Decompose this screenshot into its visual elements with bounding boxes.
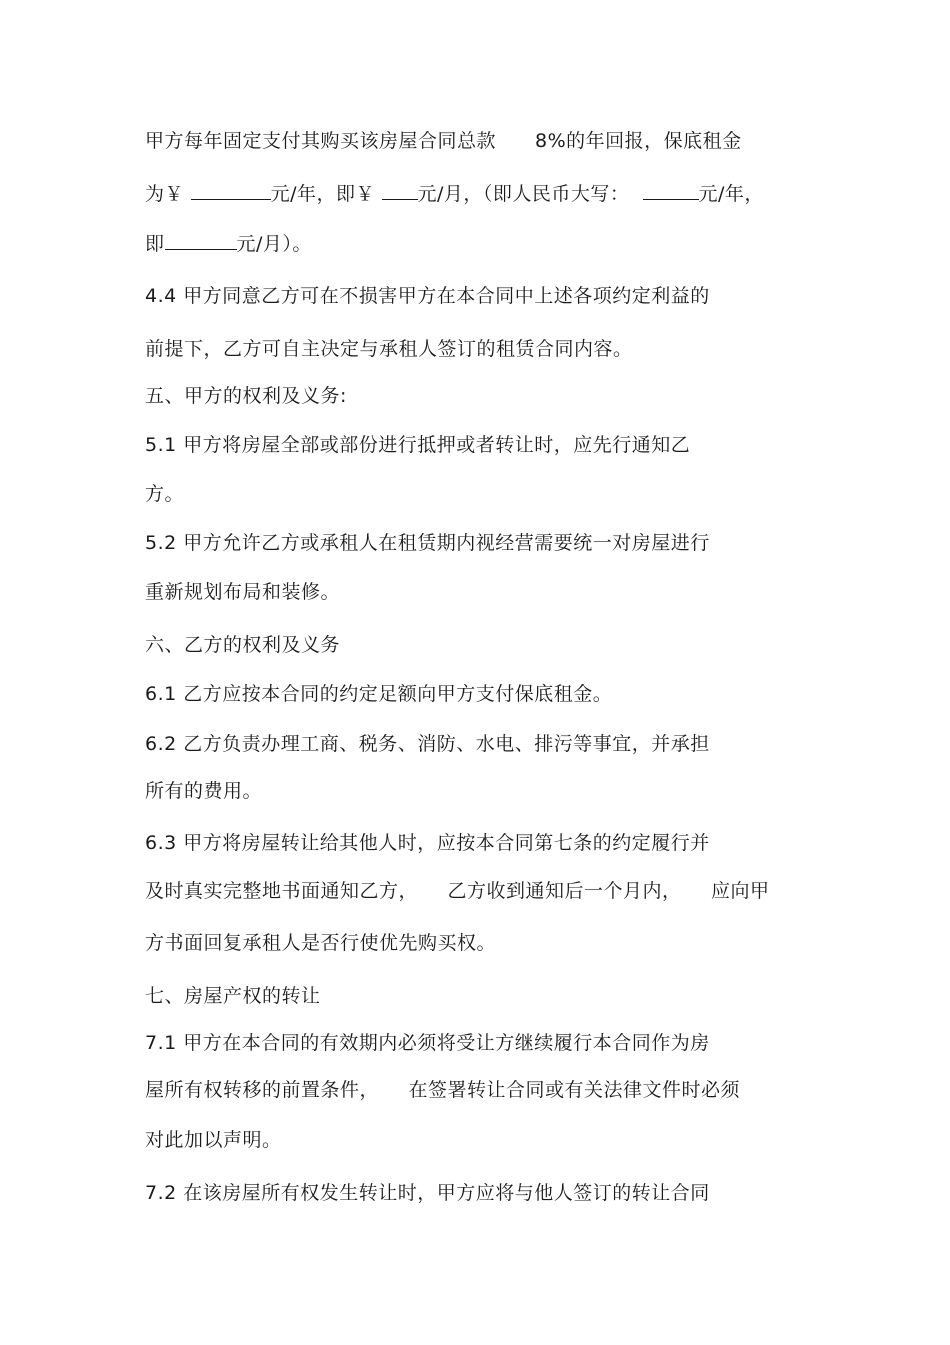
section-heading-7: 七、房屋产权的转让 <box>145 985 321 1007</box>
clause-7-2: 7.2 在该房屋所有权发生转让时，甲方应将与他人签订的转让合同 <box>145 1182 710 1204</box>
monthly-amount-line <box>145 231 312 257</box>
clause-6-1: 6.1 乙方应按本合同的约定足额向甲方支付保底租金。 <box>145 683 613 705</box>
text-line: 方。 <box>145 483 185 505</box>
clause-6-3: 6.3 甲方将房屋转让给其他人时，应按本合同第七条的约定履行并 <box>145 832 710 854</box>
clause-5-2: 5.2 甲方允许乙方或承租人在租赁期内视经营需要统一对房屋进行 <box>145 532 710 554</box>
rent-seg-2: 元/年，即￥ <box>270 183 375 205</box>
text-line: 前提下，乙方可自主决定与承租人签订的租赁合同内容。 <box>145 338 633 360</box>
yearly-rent-words-blank <box>643 181 699 200</box>
text-line: 及时真实完整地书面通知乙方， 乙方收到通知后一个月内， 应向甲 <box>145 880 770 902</box>
text-line: 重新规划布局和装修。 <box>145 581 341 603</box>
text-line: 方书面回复承租人是否行使优先购买权。 <box>145 932 497 954</box>
clause-4-4: 4.4 甲方同意乙方可在不损害甲方在本合同中上述各项约定利益的 <box>145 285 710 307</box>
section-heading-5: 五、甲方的权利及义务: <box>145 385 347 407</box>
section-heading-6: 六、乙方的权利及义务 <box>145 634 341 656</box>
text-line-1: 甲方每年固定支付其购买该房屋合同总款 8%的年回报，保底租金 <box>145 130 742 152</box>
rent-seg-1: 为￥ <box>145 183 185 205</box>
monthly-rent-blank <box>382 181 418 200</box>
monthly-rent-words-blank <box>165 231 237 250</box>
clause-7-1: 7.1 甲方在本合同的有效期内必须将受让方继续履行本合同作为房 <box>145 1032 710 1054</box>
rent-amount-line <box>145 181 764 207</box>
rent-seg-4: 元/年， <box>698 183 764 205</box>
rent-seg-3: 元/月，（即人民币大写： <box>417 183 630 205</box>
yearly-rent-blank <box>191 181 271 200</box>
monthly-seg-2: 元/月）。 <box>236 233 312 255</box>
clause-6-2: 6.2 乙方负责办理工商、税务、消防、水电、排污等事宜，并承担 <box>145 733 710 755</box>
text-line: 所有的费用。 <box>145 780 263 802</box>
text-line: 屋所有权转移的前置条件， 在签署转让合同或有关法律文件时必须 <box>145 1079 741 1101</box>
monthly-seg-1: 即 <box>145 233 165 255</box>
clause-5-1: 5.1 甲方将房屋全部或部份进行抵押或者转让时，应先行通知乙 <box>145 434 691 456</box>
text-line: 对此加以声明。 <box>145 1129 282 1151</box>
